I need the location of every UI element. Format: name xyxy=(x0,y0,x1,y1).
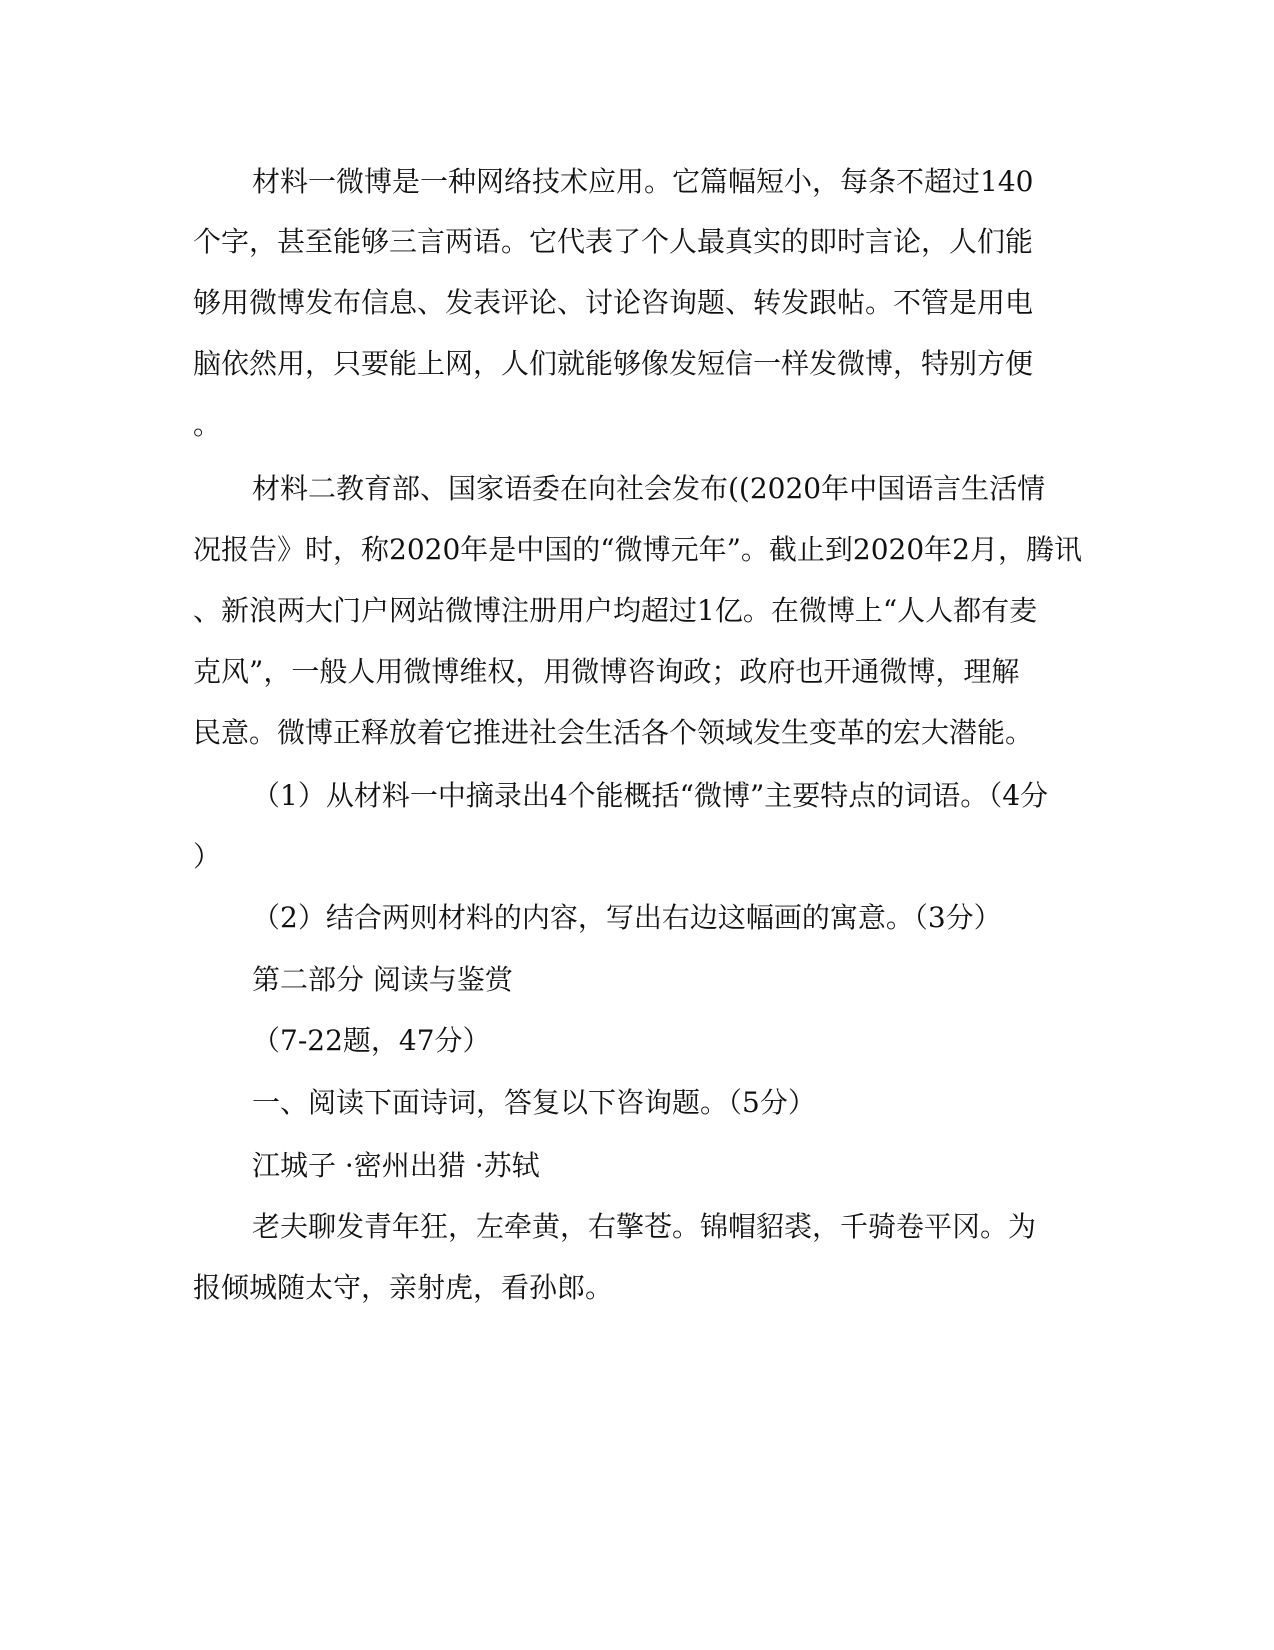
poem-title: 江城子 ·密州出猎 ·苏轼 xyxy=(252,1149,540,1182)
material-one-line-5: 。 xyxy=(193,408,222,441)
material-two-line-2: 况报告》时，称2020年是中国的“微博元年”。截止到2020年2月，腾讯 xyxy=(193,533,1082,566)
part-two-range: （7-22题，47分） xyxy=(252,1024,491,1057)
poem-line-2: 报倾城随太守，亲射虎，看孙郎。 xyxy=(193,1271,614,1304)
section-one-heading: 一、阅读下面诗词，答复以下咨询题。（5分） xyxy=(252,1086,816,1119)
question-two: （2）结合两则材料的内容，写出右边这幅画的寓意。（3分） xyxy=(252,901,1002,934)
part-two-heading: 第二部分 阅读与鉴赏 xyxy=(252,963,513,996)
poem-line-1: 老夫聊发青年狂，左牵黄，右擎苍。锦帽貂裘，千骑卷平冈。为 xyxy=(252,1210,1037,1243)
material-two-line-5: 民意。微博正释放着它推进社会生活各个领域发生变革的宏大潜能。 xyxy=(193,716,1034,749)
material-one-line-2: 个字，甚至能够三言两语。它代表了个人最真实的即时言论，人们能 xyxy=(193,225,1034,258)
material-one-line-1: 材料一微博是一种网络技术应用。它篇幅短小，每条不超过140 xyxy=(252,165,1034,198)
material-two-line-1: 材料二教育部、国家语委在向社会发布((2020年中国语言生活情 xyxy=(252,472,1046,505)
material-one-line-3: 够用微博发布信息、发表评论、讨论咨询题、转发跟帖。不管是用电 xyxy=(193,286,1034,319)
question-one-line-1: （1）从材料一中摘录出4个能概括“微博”主要特点的词语。（4分 xyxy=(252,779,1049,812)
material-one-line-4: 脑依然用，只要能上网，人们就能够像发短信一样发微博，特别方便 xyxy=(193,347,1034,380)
question-one-line-2: ） xyxy=(193,840,222,873)
material-two-line-4: 克风”，一般人用微博维权，用微博咨询政；政府也开通微博，理解 xyxy=(193,655,1020,688)
material-two-line-3: 、新浪两大门户网站微博注册用户均超过1亿。在微博上“人人都有麦 xyxy=(193,594,1038,627)
